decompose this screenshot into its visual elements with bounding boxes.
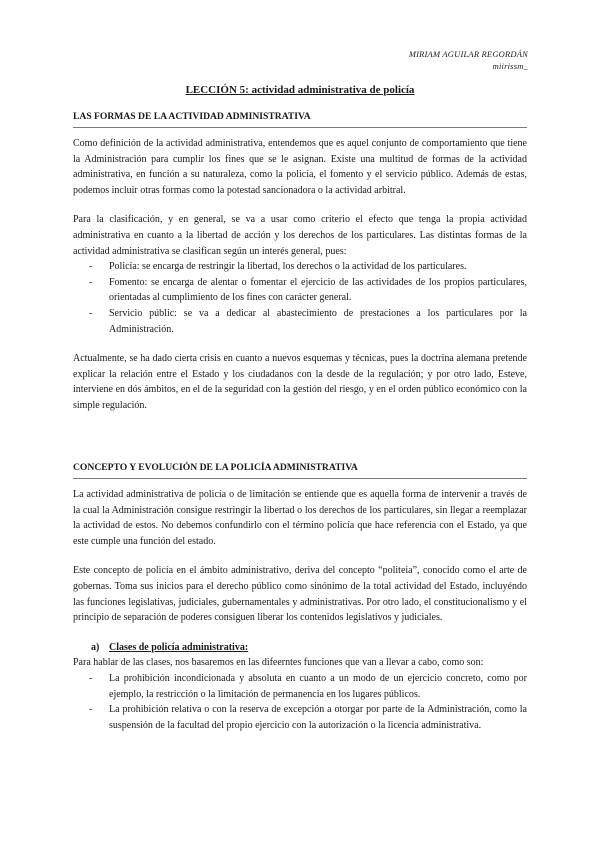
list-item: - La prohibición relativa o con la reserva de excepción a otorgar por parte de la Administración, como la suspensión de la facultad del propio ejercicio con la autorización o la licencia administrativa. [89, 704, 527, 731]
dash-marker: - [89, 672, 93, 684]
section-heading: LAS FORMAS DE LA ACTIVIDAD ADMINISTRATIVA [73, 111, 311, 122]
dash-marker: - [89, 307, 93, 319]
subsection-label: a) [91, 641, 100, 653]
list-item: - Servicio públic: se va a dedicar al abastecimiento de prestaciones a los particulares por la Administración. [89, 307, 527, 335]
author-handle: miirissm_ [492, 61, 528, 71]
list-item: - Fomento: se encarga de alentar o fomentar el ejercicio de las actividades de los propios particulares, orientadas al cumplimiento de los fines con carácter general. [89, 276, 527, 304]
lesson-title: LECCIÓN 5: actividad administrativa de policía [185, 84, 415, 96]
paragraph: Este concepto de policía en el ámbito administrativo, deriva del concepto “politeia”, conocido como el arte de gobernas. Toma sus inicios para el derecho público como sinónimo de la total actividad del Estado, incluyéndo las funciones legislativas, judiciales, gubernamentales y administrativas. Por otro lado, el constitucionalismo y el principio de separación de poderes consiguen liberar los contenidos legislativos y judiciales. [73, 565, 527, 624]
bullet-list [73, 671, 527, 733]
author-header [409, 48, 528, 72]
list-item: - Policía: se encarga de restringir la libertad, los derechos o la actividad de los particulares. [73, 259, 527, 275]
section-forms [73, 110, 527, 414]
section-concept [73, 461, 527, 733]
paragraph: Actualmente, se ha dado cierta crisis en cuanto a nuevos esquemas y técnicas, pues la doctrina alemana pretende explicar la relación entre el Estado y los ciudadanos con la desde de la regulación; y por otro lado, Esteve, interviene en dós ámbitos, en el de la seguridad con la gestión del riesgo, y en el orden público económico con la simple regulación. [73, 353, 527, 411]
author-name: MIRIAM AGUILAR REGORDÁN [408, 49, 528, 59]
bullet-list [73, 259, 527, 337]
dash-marker: - [89, 261, 93, 273]
dash-marker: - [89, 704, 93, 716]
subsection-title: Clases de policía administrativa: [109, 641, 249, 653]
dash-marker: - [89, 276, 93, 288]
paragraph: Como definición de la actividad administrativa, entendemos que es aquel conjunto de comportamiento que tiene la Administración para cumplir los fines que se le asignan. Existe una multitud de formas de la actividad administrativa, en función a su naturaleza, como la policía, el fomento y el servicio público. Además de estas, podemos incluir otras formas como la potestad sancionadora o la actividad arbitral. [73, 138, 527, 196]
subsection-heading [73, 640, 527, 656]
paragraph: La actividad administrativa de policía o de limitación se entiende que es aquella forma de intervenir a través de la cual la Administración consigue restringir la libertad o los derechos de los particulares, sin llegar a reemplazar la actividad de estos. No debemos confundirlo con el término policía que hace referencia con el Estado, ya que este cumple una función del estado. [73, 489, 527, 547]
paragraph: Para la clasificación, y en general, se va a usar como criterio el efecto que tenga la propia actividad administrativa en cuanto a la libertad de acción y los derechos de los particulares. Las distintas formas de la actividad administrativa se clasifican según un interés general, pues: [73, 214, 527, 257]
section-heading: CONCEPTO Y EVOLUCIÓN DE LA POLICÍA ADMINISTRATIVA [73, 462, 358, 473]
paragraph: Para hablar de las clases, nos basaremos en las difeerntes funciones que van a llevar a cabo, como son: [73, 657, 484, 669]
list-item: - La prohibición incondicionada y absoluta en cuanto a un modo de un ejercicio concreto, como por ejemplo, la restricción o la limitación de permanencia en los lugares públicos. [89, 672, 527, 700]
